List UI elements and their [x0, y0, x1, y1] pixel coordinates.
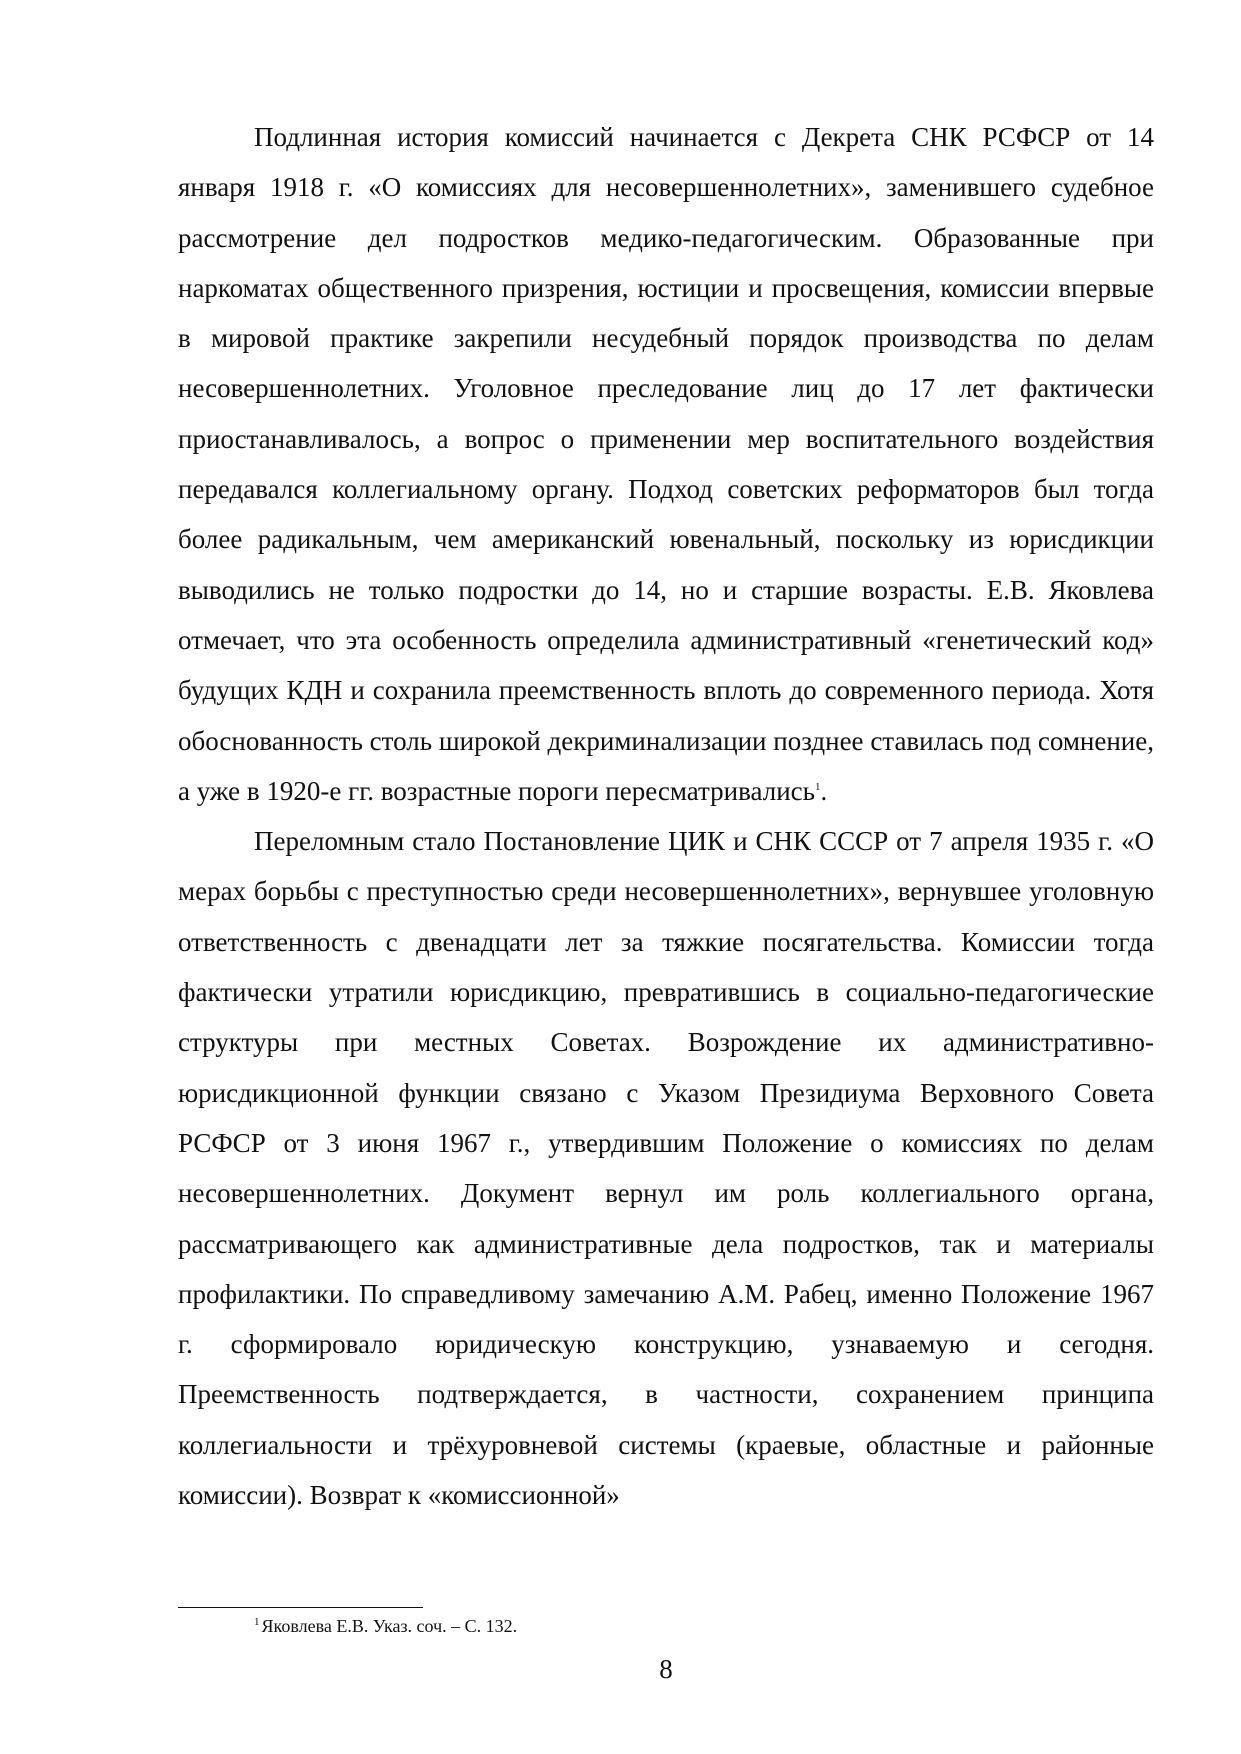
page-number: 8	[659, 1654, 673, 1684]
paragraph	[178, 112, 1154, 816]
footnote-text: Яковлева Е.В. Указ. соч. – С. 132.	[261, 1616, 518, 1636]
paragraph-text: Подлинная история комиссий начинается с Декрета СНК РСФСР от 14 января 1918 г. «О комиссиях для несовершеннолетних», заменившего судебное рассмотрение дел подростков медико-педагогическим. Образованные при наркоматах общественного призрения, юстиции и просвещения, комиссии впервые в мировой практике закрепили несудебный порядок производства по делам несовершеннолетних. Уголовное преследование лиц до 17 лет фактически приостанавливалось, а вопрос о применении мер воспитательного воздействия передавался коллегиальному органу. Подход советских реформаторов был тогда более радикальным, чем американский ювенальный, поскольку из юрисдикции выводились не только подростки до 14, но и старшие возрасты. Е.В. Яковлева отмечает, что эта особенность определила административный «генетический код» будущих КДН и сохранила преемственность вплоть до современного периода. Хотя обоснованность столь широкой декриминализации позднее ставилась под сомнение, а уже в 1920-е гг. возрастные пороги пересматривались	[178, 122, 1154, 806]
footnote	[254, 1614, 517, 1638]
footnote-number: 1	[254, 1616, 260, 1628]
paragraph-tail: .	[820, 775, 828, 806]
footnote-reference[interactable]: 1	[814, 780, 821, 793]
body-text	[178, 112, 1154, 1520]
footnote-separator	[178, 1607, 423, 1608]
paragraph	[178, 816, 1154, 1520]
paragraph-text: Переломным стало Постановление ЦИК и СНК СССР от 7 апреля 1935 г. «О мерах борьбы с преступностью среди несовершеннолетних», вернувшее уголовную ответственность с двенадцати лет за тяжкие посягательства. Комиссии тогда фактически утратили юрисдикцию, превратившись в социально-педагогические структуры при местных Советах. Возрождение их административно-юрисдикционной функции связано с Указом Президиума Верховного Совета РСФСР от 3 июня 1967 г., утвердившим Положение о комиссиях по делам несовершеннолетних. Документ вернул им роль коллегиального органа, рассматривающего как административные дела подростков, так и материалы профилактики. По справедливому замечанию А.М. Рабец, именно Положение 1967 г. сформировало юридическую конструкцию, узнаваемую и сегодня. Преемственность подтверждается, в частности, сохранением принципа коллегиальности и трёхуровневой системы (краевые, областные и районные комиссии). Возврат к «комиссионной»	[178, 826, 1154, 1511]
